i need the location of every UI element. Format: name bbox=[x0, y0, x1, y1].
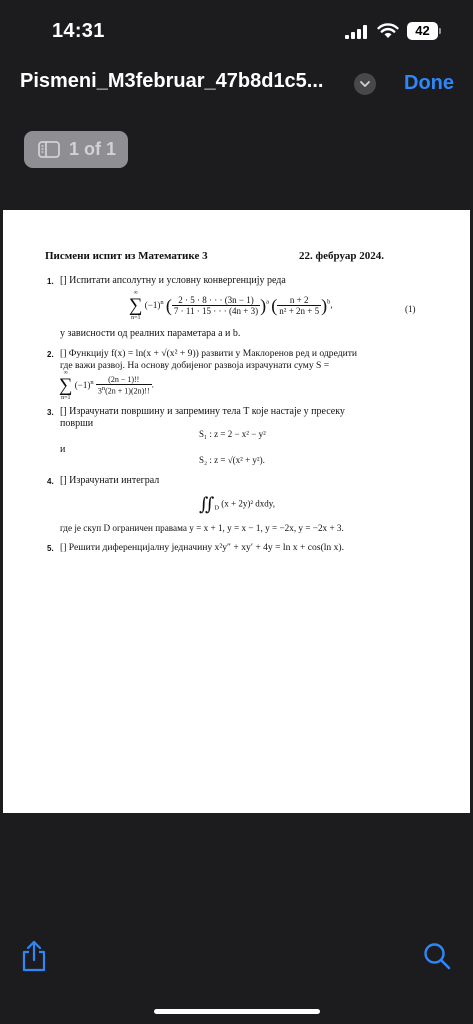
chevron-down-icon bbox=[359, 79, 371, 89]
problem-2-number: 2. bbox=[47, 350, 54, 359]
exam-header bbox=[45, 250, 407, 262]
page-indicator-label: 1 of 1 bbox=[69, 139, 117, 159]
problem-4-region: где је скуп D ограничен правама y = x + 1, y = x − 1, y = −2x, y = −2x + 3. bbox=[60, 523, 344, 533]
problem-1-series-formula: ∞ ∑ n=1 $(-1)^n$ ( $\frac{2 \cdot 5 \cdot 8 \cdot \cdot \cdot (3n - 1)}{7 \cdot 11 \cdot 15 \cdot \cdot \cdot (4n + 3)}$ )$^a$ ( $\frac{n + 2}{\text{n² + 2n + 5}}$ )$^b$, bbox=[129, 290, 333, 321]
problem-4-integral: $∬_D$ (x + 2y)² dxdy, bbox=[199, 494, 275, 514]
wifi-icon bbox=[377, 22, 399, 39]
page-indicator-button[interactable] bbox=[24, 131, 128, 168]
problem-3-line-2: површи bbox=[60, 418, 94, 429]
problem-1-number: 1. bbox=[47, 277, 54, 286]
problem-3-and: и bbox=[60, 444, 66, 455]
problem-1-condition: у зависности од реалних параметара a и b. bbox=[60, 328, 241, 339]
surface-s1: S₁ : z = 2 − x² − y² bbox=[199, 429, 266, 439]
title-menu-button[interactable] bbox=[354, 73, 376, 95]
problem-1-text: [] Испитати апсолутну и условну конвергенцију реда bbox=[60, 275, 286, 286]
sidebar-icon bbox=[38, 141, 60, 158]
problem-4-number: 4. bbox=[47, 477, 54, 486]
problem-2-line-2: где важи развој. На основу добијеног развоја израчунати суму S = bbox=[60, 360, 330, 371]
status-time: 14:31 bbox=[52, 20, 105, 42]
problem-4-text: [] Израчунати интеграл bbox=[60, 475, 160, 486]
share-icon[interactable] bbox=[20, 940, 48, 972]
exam-title: Писмени испит из Математике 3 bbox=[45, 250, 208, 262]
problem-3-number: 3. bbox=[47, 408, 54, 417]
surface-s2: S₂ : z = √(x² + y²). bbox=[199, 455, 265, 465]
battery-icon bbox=[407, 22, 441, 40]
integral-region: D bbox=[214, 504, 220, 512]
done-button[interactable]: Done bbox=[404, 72, 454, 94]
cellular-signal-icon bbox=[345, 25, 367, 39]
problem-5-number: 5. bbox=[47, 544, 54, 553]
search-icon[interactable] bbox=[423, 942, 451, 970]
problem-5-text: [] Решити диференцијалну једначину x²y″ + xy′ + 4y = ln x + cos(ln x). bbox=[60, 542, 345, 553]
status-bar bbox=[0, 0, 473, 62]
home-indicator[interactable] bbox=[154, 1009, 320, 1014]
document-page[interactable] bbox=[3, 210, 470, 813]
problem-2-line-1: [] Функцију f(x) = ln(x + √(x² + 9)) развити у Маклоренов ред и одредити bbox=[60, 348, 358, 359]
integral-expression: (x + 2y)² dxdy, bbox=[221, 498, 275, 509]
exam-date: 22. фебруар 2024. bbox=[299, 250, 384, 262]
equation-number: (1) bbox=[405, 304, 416, 314]
problem-2-sum-formula: ∞ ∑ n=1 $(-1)^n$ $\frac{(2n - 1)!!}{3^n(2n + 1)(2n)!!}$ . bbox=[59, 370, 154, 401]
battery-level: 42 bbox=[415, 23, 430, 38]
problem-3-line-1: [] Израчунати површину и запремину тела T које настаје у пресеку bbox=[60, 406, 345, 417]
document-title: Pismeni_M3februar_47b8d1c5... bbox=[20, 70, 324, 92]
